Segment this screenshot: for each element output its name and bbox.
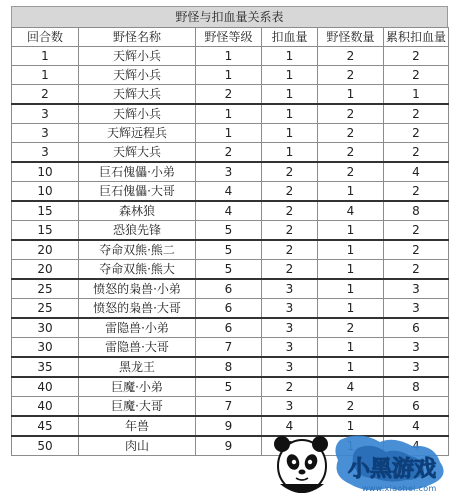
cell-monster-level: 6 (196, 299, 262, 319)
cell-damage: 3 (262, 299, 318, 319)
cell-monster-name: 夺命双熊·熊大 (79, 260, 196, 280)
cell-monster-level: 1 (196, 47, 262, 66)
table-row (12, 124, 449, 143)
cell-round: 3 (12, 143, 79, 163)
table-row (12, 397, 449, 417)
cell-monster-name: 巨石傀儡·大哥 (79, 182, 196, 202)
cell-monster-count: 2 (318, 162, 384, 182)
cell-total-damage: 3 (384, 338, 449, 358)
cell-monster-level: 1 (196, 66, 262, 85)
cell-monster-level: 5 (196, 260, 262, 280)
cell-damage: 2 (262, 162, 318, 182)
cell-monster-count: 4 (318, 201, 384, 221)
header-damage: 扣血量 (262, 28, 318, 47)
cell-round: 50 (12, 436, 79, 456)
cell-monster-name: 肉山 (79, 436, 196, 456)
cell-monster-count: 1 (318, 260, 384, 280)
cell-monster-name: 森林狼 (79, 201, 196, 221)
cell-damage: 4 (262, 416, 318, 436)
cell-monster-count: 2 (318, 47, 384, 66)
header-monster-count: 野怪数量 (318, 28, 384, 47)
cell-damage: 3 (262, 318, 318, 338)
cell-monster-name: 天辉大兵 (79, 143, 196, 163)
cell-damage: 3 (262, 338, 318, 358)
cell-monster-level: 4 (196, 201, 262, 221)
cell-total-damage: 2 (384, 240, 449, 260)
cell-monster-count: 1 (318, 240, 384, 260)
cell-monster-count: 2 (318, 66, 384, 85)
cell-round: 35 (12, 357, 79, 377)
table-row (12, 377, 449, 397)
cell-monster-count: 2 (318, 143, 384, 163)
cell-monster-level: 9 (196, 436, 262, 456)
cell-monster-name: 天辉远程兵 (79, 124, 196, 143)
cell-total-damage: 2 (384, 66, 449, 85)
cell-round: 3 (12, 104, 79, 124)
table-row (12, 85, 449, 105)
cell-monster-count: 1 (318, 338, 384, 358)
table-row (12, 299, 449, 319)
table-row (12, 260, 449, 280)
cell-damage: 3 (262, 279, 318, 299)
cell-monster-name: 愤怒的枭兽·大哥 (79, 299, 196, 319)
cell-monster-name: 年兽 (79, 416, 196, 436)
header-round: 回合数 (12, 28, 79, 47)
header-monster-level: 野怪等级 (196, 28, 262, 47)
cell-total-damage: 2 (384, 260, 449, 280)
cell-monster-level: 2 (196, 85, 262, 105)
watermark-logo (262, 432, 452, 498)
cell-total-damage: 3 (384, 299, 449, 319)
cell-monster-name: 愤怒的枭兽·小弟 (79, 279, 196, 299)
header-monster-name: 野怪名称 (79, 28, 196, 47)
cell-damage: 2 (262, 201, 318, 221)
cell-damage: 1 (262, 85, 318, 105)
cell-monster-name: 夺命双熊·熊二 (79, 240, 196, 260)
watermark-logo-text: 小黑游戏 (348, 457, 437, 482)
table-title: 野怪与扣血量关系表 (11, 6, 448, 27)
cell-round: 25 (12, 299, 79, 319)
cell-damage: 1 (262, 143, 318, 163)
cell-round: 30 (12, 338, 79, 358)
cell-total-damage: 2 (384, 143, 449, 163)
table-row (12, 221, 449, 241)
table-row (12, 338, 449, 358)
cell-monster-level: 2 (196, 143, 262, 163)
table-row (12, 201, 449, 221)
cell-monster-count: 1 (318, 416, 384, 436)
cell-monster-count: 1 (318, 221, 384, 241)
cell-damage: 2 (262, 240, 318, 260)
table-row (12, 66, 449, 85)
cell-monster-level: 6 (196, 279, 262, 299)
cell-monster-level: 7 (196, 397, 262, 417)
cell-monster-level: 6 (196, 318, 262, 338)
cell-monster-level: 1 (196, 104, 262, 124)
cell-total-damage: 2 (384, 182, 449, 202)
cell-round: 2 (12, 85, 79, 105)
cell-monster-count: 2 (318, 104, 384, 124)
cell-monster-count: 1 (318, 299, 384, 319)
cell-monster-name: 巨魔·小弟 (79, 377, 196, 397)
cell-round: 10 (12, 182, 79, 202)
cell-total-damage: 4 (384, 162, 449, 182)
table-row (12, 104, 449, 124)
cell-total-damage: 2 (384, 47, 449, 66)
cell-monster-name: 天辉大兵 (79, 85, 196, 105)
cell-round: 15 (12, 221, 79, 241)
cell-monster-count: 1 (318, 279, 384, 299)
cell-monster-name: 天辉小兵 (79, 47, 196, 66)
cell-monster-level: 7 (196, 338, 262, 358)
cell-monster-level: 5 (196, 240, 262, 260)
table-body (12, 47, 449, 456)
cell-total-damage: 2 (384, 124, 449, 143)
cell-total-damage: 3 (384, 357, 449, 377)
cell-damage: 2 (262, 221, 318, 241)
cell-total-damage: 2 (384, 221, 449, 241)
cell-damage: 1 (262, 124, 318, 143)
cell-total-damage: 6 (384, 397, 449, 417)
cell-round: 30 (12, 318, 79, 338)
table-row (12, 357, 449, 377)
cell-round: 20 (12, 240, 79, 260)
watermark-url: www.xiaohei.com (362, 484, 437, 493)
cell-round: 10 (12, 162, 79, 182)
cell-monster-level: 5 (196, 221, 262, 241)
cell-monster-count: 1 (318, 357, 384, 377)
cell-monster-level: 8 (196, 357, 262, 377)
table-row (12, 240, 449, 260)
cell-monster-count: 4 (318, 377, 384, 397)
cell-monster-name: 雷隐兽·小弟 (79, 318, 196, 338)
cell-monster-count: 2 (318, 124, 384, 143)
data-table-sheet (11, 6, 448, 456)
cell-monster-count: 1 (318, 182, 384, 202)
cell-monster-level: 5 (196, 377, 262, 397)
table-row (12, 143, 449, 163)
cell-round: 20 (12, 260, 79, 280)
cell-damage: 3 (262, 357, 318, 377)
cell-monster-level: 9 (196, 416, 262, 436)
cell-monster-count: 2 (318, 318, 384, 338)
cell-damage: 2 (262, 260, 318, 280)
table-row (12, 279, 449, 299)
cell-monster-name: 恐狼先锋 (79, 221, 196, 241)
cell-damage: 2 (262, 377, 318, 397)
cell-total-damage: 6 (384, 318, 449, 338)
header-total-damage: 累积扣血量 (384, 28, 449, 47)
cell-monster-level: 1 (196, 124, 262, 143)
cell-round: 1 (12, 47, 79, 66)
cell-damage: 1 (262, 66, 318, 85)
cell-monster-name: 天辉小兵 (79, 104, 196, 124)
cell-damage: 1 (262, 47, 318, 66)
cell-total-damage: 8 (384, 201, 449, 221)
cell-damage: 1 (262, 104, 318, 124)
cell-damage: 3 (262, 397, 318, 417)
cell-round: 45 (12, 416, 79, 436)
cell-total-damage: 2 (384, 104, 449, 124)
monster-damage-table (11, 27, 449, 456)
cell-monster-level: 3 (196, 162, 262, 182)
cell-round: 3 (12, 124, 79, 143)
cell-round: 25 (12, 279, 79, 299)
table-row (12, 318, 449, 338)
table-row (12, 47, 449, 66)
cell-damage: 2 (262, 182, 318, 202)
cell-total-damage: 3 (384, 279, 449, 299)
cell-monster-count: 2 (318, 397, 384, 417)
cell-round: 1 (12, 66, 79, 85)
cell-round: 40 (12, 397, 79, 417)
cell-monster-name: 黑龙王 (79, 357, 196, 377)
header-row (12, 28, 449, 47)
cell-monster-count: 1 (318, 85, 384, 105)
cell-monster-name: 巨石傀儡·小弟 (79, 162, 196, 182)
cell-monster-name: 天辉小兵 (79, 66, 196, 85)
cell-monster-name: 雷隐兽·大哥 (79, 338, 196, 358)
cell-total-damage: 4 (384, 416, 449, 436)
cell-round: 15 (12, 201, 79, 221)
table-row (12, 182, 449, 202)
table-row (12, 162, 449, 182)
cell-total-damage: 8 (384, 377, 449, 397)
cell-round: 40 (12, 377, 79, 397)
cell-total-damage: 1 (384, 85, 449, 105)
cell-monster-name: 巨魔·大哥 (79, 397, 196, 417)
cell-monster-level: 4 (196, 182, 262, 202)
